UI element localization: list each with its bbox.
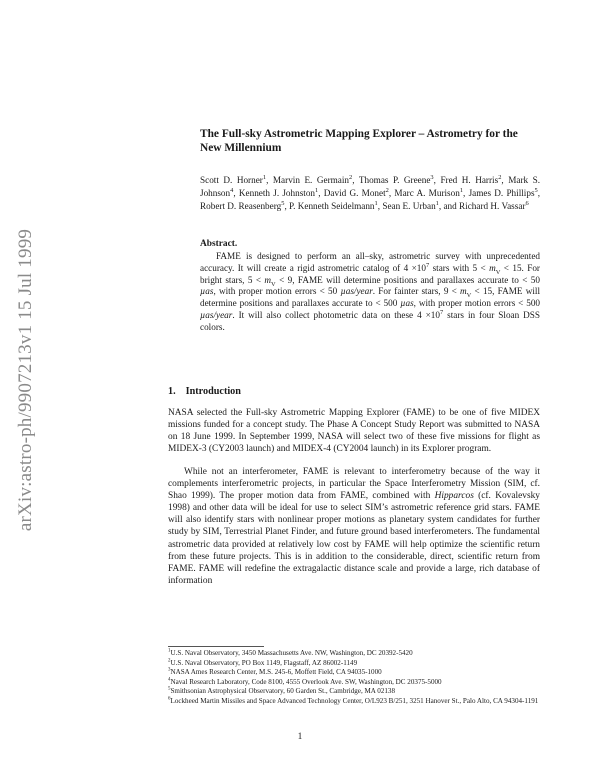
author-list xyxy=(200,174,540,212)
author: Richard H. Vassar$^6$ xyxy=(459,199,529,211)
footnote: $^2$U.S. Naval Observatory, PO Box 1149, Flagstaff, AZ 86002-1149 xyxy=(168,658,358,667)
intro-paragraph-1: NASA selected the Full-sky Astrometric Mapping Explorer (FAME) to be one of five MIDEX missions funded for a concept study. The Phase A Concept Study Report was submitted to NASA on 18 June 1999. In September 1999, NASA will select two of these five missions for flight as MIDEX-3 (CY2003 launch) and MIDEX-4 (CY2004 launch) in its Explorer program. xyxy=(168,408,540,455)
abstract-text: FAME is designed to perform an all–sky, astrometric survey with unprecedented accuracy. It will create a rigid astrometric catalog of $4 \times 10^7$ stars with $5 < m_V < 15$. For bright stars, $5 < m_V < 9$, FAME will determine positions and parallaxes accurate to < 50 µas, with proper motion errors < 50 µas/year. For fainter stars, $9 < m_V < 15$, FAME will determine positions and parallaxes accurate to < 500 µas, with proper motion errors < 500 µas/year. It will also collect photometric data on these $4 \times 10^7$ stars in four Sloan DSS colors. xyxy=(200,251,541,332)
abstract-heading: Abstract. xyxy=(200,239,238,249)
section-number: 1. xyxy=(168,386,176,397)
author: Fred H. Harris$^2$, xyxy=(440,173,509,185)
section-title: Introduction xyxy=(185,386,241,397)
footnote: $^1$U.S. Naval Observatory, 3450 Massachusetts Ave. NW, Washington, DC 20392-5420 xyxy=(168,648,413,657)
author: David G. Monet$^2$, xyxy=(323,186,395,198)
author: P. Kenneth Seidelmann$^1$, xyxy=(289,199,383,211)
footnote: $^3$NASA Ames Research Center, M.S. 245-6, Moffett Field, CA 94035-1000 xyxy=(168,667,382,677)
footnote: $^5$Smithsonian Astrophysical Observatory, 60 Garden St., Cambridge, MA 02138 xyxy=(168,687,396,696)
author: Robert D. Reasenberg$^5$, xyxy=(200,199,290,211)
footnote: $^6$Lockheed Martin Missiles and Space Advanced Technology Center, O/L923 B/251, 3251 Hanover St., Palo Alto, CA 94304-1191 xyxy=(168,696,539,705)
section-heading-introduction xyxy=(168,386,241,397)
footnote-divider xyxy=(168,646,264,647)
author: Mark S. Johnson$^4$, xyxy=(200,175,541,198)
author: Scott D. Horner$^1$, xyxy=(200,173,273,185)
footnote: $^4$Naval Research Laboratory, Code 8100, 4555 Overlook Ave. SW, Washington, DC 20375-5000 xyxy=(168,677,442,686)
author: Marc A. Murison$^1$, xyxy=(394,186,469,198)
author: Thomas P. Greene$^3$, xyxy=(358,173,441,185)
paper-title: The Full-sky Astrometric Mapping Explorer – Astrometry for the New Millennium xyxy=(200,128,518,154)
arxiv-identifier-stamp xyxy=(10,150,42,610)
author: Kenneth J. Johnston$^1$, xyxy=(238,186,324,198)
page-number: 1 xyxy=(297,732,303,742)
footnotes xyxy=(168,649,540,707)
intro-paragraph-2: While not an interferometer, FAME is relevant to interferometry because of the way it complements interferometric projects, in particular the Space Interferometry Mission (SIM, cf. Shao 1999). The proper motion data from FAME, combined with Hipparcos (cf. Kovalevsky 1998) and other data will be ideal for use to select SIM’s astrometric reference grid stars. FAME will also identify stars with nonlinear proper motions as planetary system candidates for further study by SIM, Terrestrial Planet Finder, and future ground based interferometers. The fundamental astrometric data provided at relatively low cost by FAME will help optimize the scientific return from these future projects. This is in addition to the considerable, direct, scientific return from FAME. FAME will redefine the extragalactic distance scale and provide a large, rich database of information xyxy=(168,467,540,586)
author: Sean E. Urban$^1$, and xyxy=(382,199,460,211)
author: James D. Phillips$^5$, xyxy=(468,186,541,198)
author: Marvin E. Germain$^2$, xyxy=(272,173,359,185)
arxiv-identifier-text: arXiv:astro-ph/9907213v1 15 Jul 1999 xyxy=(15,228,36,532)
